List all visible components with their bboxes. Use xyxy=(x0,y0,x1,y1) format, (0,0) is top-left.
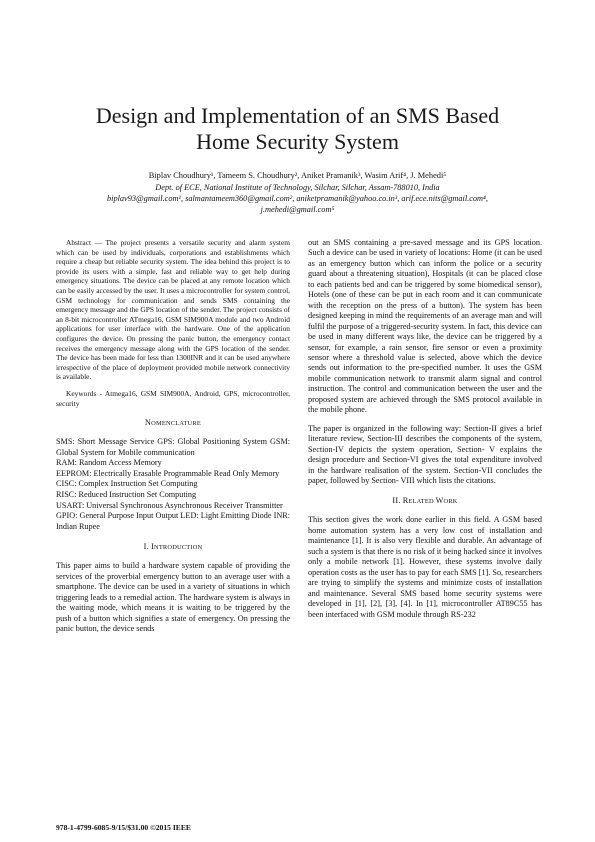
introduction-heading xyxy=(56,542,290,551)
nomenclature-entry: RAM: Random Access Memory xyxy=(56,458,162,468)
nomenclature-entry: USART: Universal Synchronous Asynchronous Receiver Transmitter xyxy=(56,500,283,510)
author-emails xyxy=(40,193,555,215)
left-column xyxy=(56,238,290,635)
emails-line-1: biplav93@gmail.com¹, salmantameem360@gmail.com², aniketpramanik@yahoo.co.in³, arif.ece.nits@gmail.com⁴, xyxy=(107,194,488,203)
related-work-heading-number: II. xyxy=(392,496,403,506)
author-list: Biplav Choudhury¹, Tameem S. Choudhury², Aniket Pramanik³, Wasim Arif⁴, J. Mehedi⁵ xyxy=(148,171,447,180)
nomenclature-entry: GPIO: General Purpose Input Output LED: Light Emitting Diode INR: Indian Rupee xyxy=(56,511,290,531)
paper-title xyxy=(40,103,555,155)
related-work-heading-rest: ORK xyxy=(443,498,458,506)
organization-paragraph: The paper is organized in the following way: Section-II gives a brief literature review, Section-III describes the components of the system, Section-IV depicts the system operation, Section- V explains the design procedure and Section-VI gives the total expenditure involved in the hardware realisation of the system. Section-VII concludes the paper, followed by Section- VIII which lists the citations. xyxy=(308,423,542,485)
introduction-heading-rest: NTRODUCTION xyxy=(154,544,203,552)
related-work-heading-mid: ELATED xyxy=(408,498,436,506)
introduction-heading-number: I. xyxy=(143,542,152,552)
related-work-heading xyxy=(308,496,542,505)
nomenclature-entry: SMS: Short Message Service GPS: Global Positioning System GSM: Global System for Mobile communication xyxy=(56,437,290,457)
abstract: Abstract — The project presents a versatile security and alarm system which can be used by individuals, corporations and establishments which require a cheap but reliable security system. The idea behind this project is to provide its users with a simple, fast and reliable way to get help during emergency situations. The device can be placed at any remote location which can be easily accessed by the user. It uses a microcontroller for system control, GSM technology for communication and sends SMS containing the emergency message and the GPS location of the sender. The project consists of an 8-bit microcontroller ATmega16, GSM SIM900A module and two Android applications for user interface with the hardware. One of the application configures the device. On pressing the panic button, the emergency contact receives the emergency message along with the GPS location of the sender. The device has been made for less than 1300INR and it can be used anywhere irrespective of the place of deployment provided mobile network connectivity is available. xyxy=(56,238,290,382)
keywords: Keywords - Atmega16, GSM SIM900A, Android, GPS, microcontroller, security xyxy=(56,388,290,408)
right-column xyxy=(308,238,542,620)
affiliation: Dept. of ECE, National Institute of Technology, Silchar, Silchar, Assam-788010, India xyxy=(155,183,440,192)
introduction-continued-paragraph: out an SMS containing a pre-saved message and its GPS location. Such a device can be used in variety of locations: Home (it can be used as an emergency button which can inform the police or a security guard about a threatening situation), Hospitals (it can be placed close to each patients bed and can be triggered by some biomedical sensor), Hotels (one of these can be put in each room and it can communicate with the reception on the press of a button). The system has been designed keeping in mind the requirements of an average man and will fulfil the purpose of a triggered-security system. In fact, this device can be used in many different ways like, the device can be triggered by a sensor, for example, a rain sensor, fire sensor or even a proximity sensor where a threshold value is selected, above which the device sends out information to the pre-specified number. It uses the GSM mobile communication network to transmit alarm signal and control instruction. The control and communication between the user and the proposed system are achieved through the SMS protocol available in the mobile phone. xyxy=(308,238,542,415)
nomenclature-entry: CISC: Complex Instruction Set Computing xyxy=(56,479,198,489)
nomenclature-heading-initial: N xyxy=(145,418,152,428)
introduction-heading-initial: I xyxy=(151,542,154,552)
nomenclature-heading xyxy=(56,418,290,427)
nomenclature-list xyxy=(56,437,290,532)
title-line-2: Home Security System xyxy=(196,129,399,154)
related-work-paragraph: This section gives the work done earlier in this field. A GSM based home automation system has a very low cost of installation and maintenance [1]. It is also very flexible and durable. An advantage of such a system is that there is no risk of it being hacked since it involves only a mobile network [1]. However, these systems involve daily operation costs as the user has to pay for each SMS [1]. So, researchers are trying to simplify the systems and minimize costs of installation and maintenance. Several SMS based home security systems were developed in [1], [2], [3], [4]. In [1], microcontroller AT89C55 has been interfaced with GSM module through RS-232 xyxy=(308,515,542,619)
emails-line-2: j.mehedi@gmail.com⁵ xyxy=(260,205,335,214)
nomenclature-entry: RISC: Reduced Instruction Set Computing xyxy=(56,490,197,500)
related-work-heading-initial-2: W xyxy=(435,496,444,506)
nomenclature-entry: EEPROM: Electrically Erasable Programmable Read Only Memory xyxy=(56,468,280,478)
introduction-paragraph: This paper aims to build a hardware system capable of providing the services of the proverbial emergency button to an average user with a smartphone. The device can be used in a variety of situations in which triggering leads to a remedial action. The hardware system is always in the waiting mode, which means it is waiting to be triggered by the push of a button which signifies a state of emergency. On pressing the panic button, the device sends xyxy=(56,561,290,634)
copyright-footer: 978-1-4799-6085-9/15/$31.00 ©2015 IEEE xyxy=(56,823,191,832)
related-work-heading-initial: R xyxy=(402,496,409,506)
title-line-1: Design and Implementation of an SMS Based xyxy=(95,103,500,128)
nomenclature-heading-rest: OMENCLATURE xyxy=(151,420,201,428)
